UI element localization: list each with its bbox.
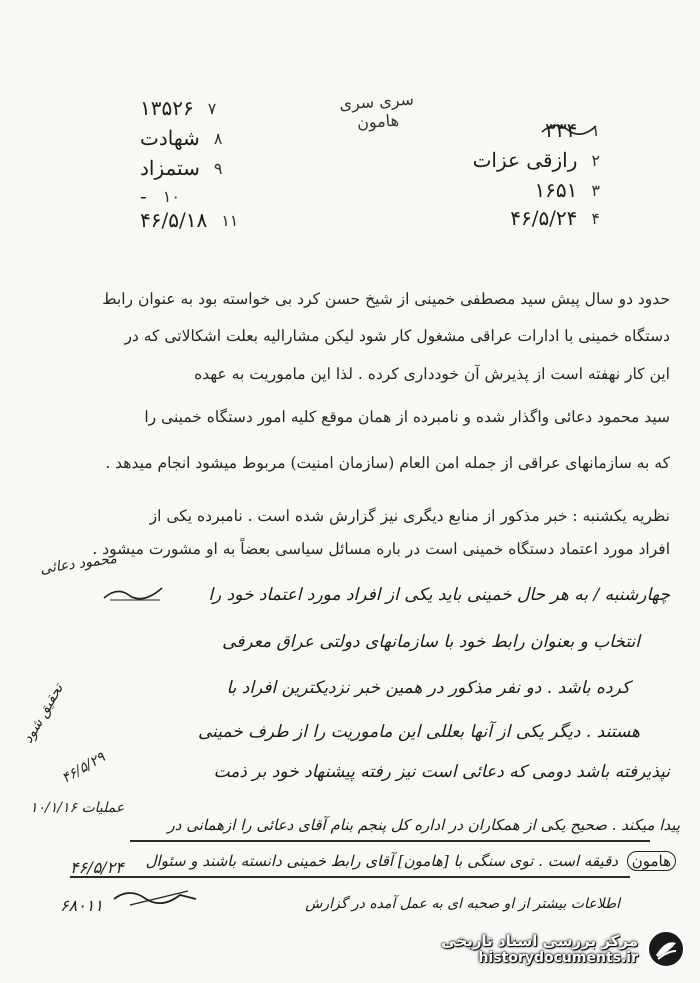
signature-mark-icon bbox=[100, 582, 170, 604]
archive-url: historydocuments.ir bbox=[478, 950, 638, 966]
list-item bbox=[140, 96, 216, 120]
list-value: ۳۳۴ bbox=[545, 118, 578, 142]
list-item bbox=[510, 206, 600, 230]
handwritten-line: پیدا میکند . صحیح یکی از همکاران در اداره کل پنجم بنام آقای دعائی را ازهمانی در bbox=[167, 816, 680, 834]
margin-note: عملیات ۱۰/۱/۱۶ bbox=[30, 800, 125, 816]
body-text-line: افراد مورد اعتماد دستگاه خمینی است در باره مسائل سیاسی بعضاً به او مشورت میشود . bbox=[92, 540, 670, 558]
list-item bbox=[140, 208, 238, 232]
archive-logo-icon bbox=[646, 929, 686, 969]
body-text-line: سید محمود دعائی واگذار شده و نامبرده از همان موقع کلیه امور دستگاه خمینی را bbox=[144, 408, 670, 426]
margin-note: ۴۶/۵/۲۴ bbox=[70, 858, 124, 877]
handwritten-line: اطلاعات بیشتر از او صحبه ای به عمل آمده در گزارش bbox=[305, 896, 620, 912]
body-text-line: دستگاه خمینی با ادارات عراقی مشغول کار شود لیکن مشارالیه بعلت اشکالاتی که در bbox=[124, 327, 670, 345]
underline-rule bbox=[70, 876, 630, 878]
list-item bbox=[140, 156, 222, 180]
handwritten-line: انتخاب و بعنوان رابط خود با سازمانهای دولتی عراق معرفی bbox=[222, 632, 640, 652]
boxed-word: هامون bbox=[627, 851, 676, 871]
list-number: ۱۱ bbox=[221, 210, 239, 230]
underline-rule bbox=[130, 840, 650, 842]
handwritten-line-with-box bbox=[146, 852, 680, 870]
margin-note: ۴۶/۵/۲۹ bbox=[59, 749, 108, 787]
margin-note: ۶۸۰۱۱ bbox=[60, 896, 103, 915]
margin-note: تحقیق شود bbox=[20, 681, 67, 746]
list-value: ۱۳۵۲۶ bbox=[140, 96, 194, 120]
list-number: ۲ bbox=[591, 150, 600, 170]
list-value: ستمزاد bbox=[140, 156, 200, 180]
list-item bbox=[534, 178, 600, 202]
body-text-line: که به سازمانهای عراقی از جمله امن العام (سازمان امنیت) مربوط میشود انجام میدهد . bbox=[105, 454, 670, 472]
handwritten-line: چهارشنبه / به هر حال خمینی باید یکی از افراد مورد اعتماد خود را bbox=[208, 585, 670, 605]
list-item bbox=[140, 184, 180, 208]
handwritten-line: هستند . دیگر یکی از آنها بعللی این ماموریت را از طرف خمینی bbox=[197, 722, 640, 742]
classification-stamp bbox=[339, 89, 416, 134]
list-value: ۴۶/۵/۱۸ bbox=[140, 208, 208, 232]
handwritten-text: دقیقه است . توی سنگی با [هامون] آقای رابط خمینی دانسته باشند و سئوال bbox=[145, 852, 618, 870]
list-value: - bbox=[140, 184, 149, 208]
list-value: شهادت bbox=[140, 126, 200, 150]
list-value: ۱۶۵۱ bbox=[534, 178, 578, 202]
body-text-line: نظریه یکشنبه : خبر مذکور از منابع دیگری نیز گزارش شده است . نامبرده یکی از bbox=[149, 507, 670, 525]
archive-watermark bbox=[441, 929, 686, 969]
list-number: ۴ bbox=[591, 208, 600, 228]
watermark-text bbox=[441, 932, 638, 966]
list-item bbox=[140, 126, 222, 150]
stamp-line-2: هامون bbox=[356, 110, 400, 133]
list-item bbox=[473, 148, 600, 172]
signature-mark-icon bbox=[110, 885, 200, 911]
list-number: ۷ bbox=[207, 98, 217, 118]
body-text-line: این کار نهفته است از پذیرش آن خودداری کرده . لذا این ماموریت به عهده bbox=[194, 365, 670, 383]
archive-name: مرکز بررسی اسناد تاریخی bbox=[441, 932, 638, 950]
margin-note: محمود دعائی bbox=[39, 550, 118, 578]
list-value: ۴۶/۵/۲۴ bbox=[510, 206, 578, 230]
handwritten-line: کرده باشد . دو نفر مذکور در همین خبر نزدیکترین افراد با bbox=[226, 678, 630, 698]
list-number: ۸ bbox=[213, 128, 223, 148]
stamp-line-1: سری سری bbox=[338, 89, 415, 114]
list-number: ۹ bbox=[213, 158, 223, 178]
list-number: ۳ bbox=[591, 180, 600, 200]
body-text-line: حدود دو سال پیش سید مصطفی خمینی از شیخ حسن کرد بی خواسته بود به عنوان رابط bbox=[102, 290, 670, 308]
list-number: ۱۰ bbox=[162, 186, 180, 206]
signature-mark-icon bbox=[540, 118, 600, 138]
list-value: رازقی عزات bbox=[472, 148, 578, 172]
list-number: ۱ bbox=[591, 120, 600, 140]
handwritten-line: نپذیرفته باشد دومی که دعائی است نیز رفته پیشنهاد خود بر ذمت bbox=[213, 762, 670, 782]
